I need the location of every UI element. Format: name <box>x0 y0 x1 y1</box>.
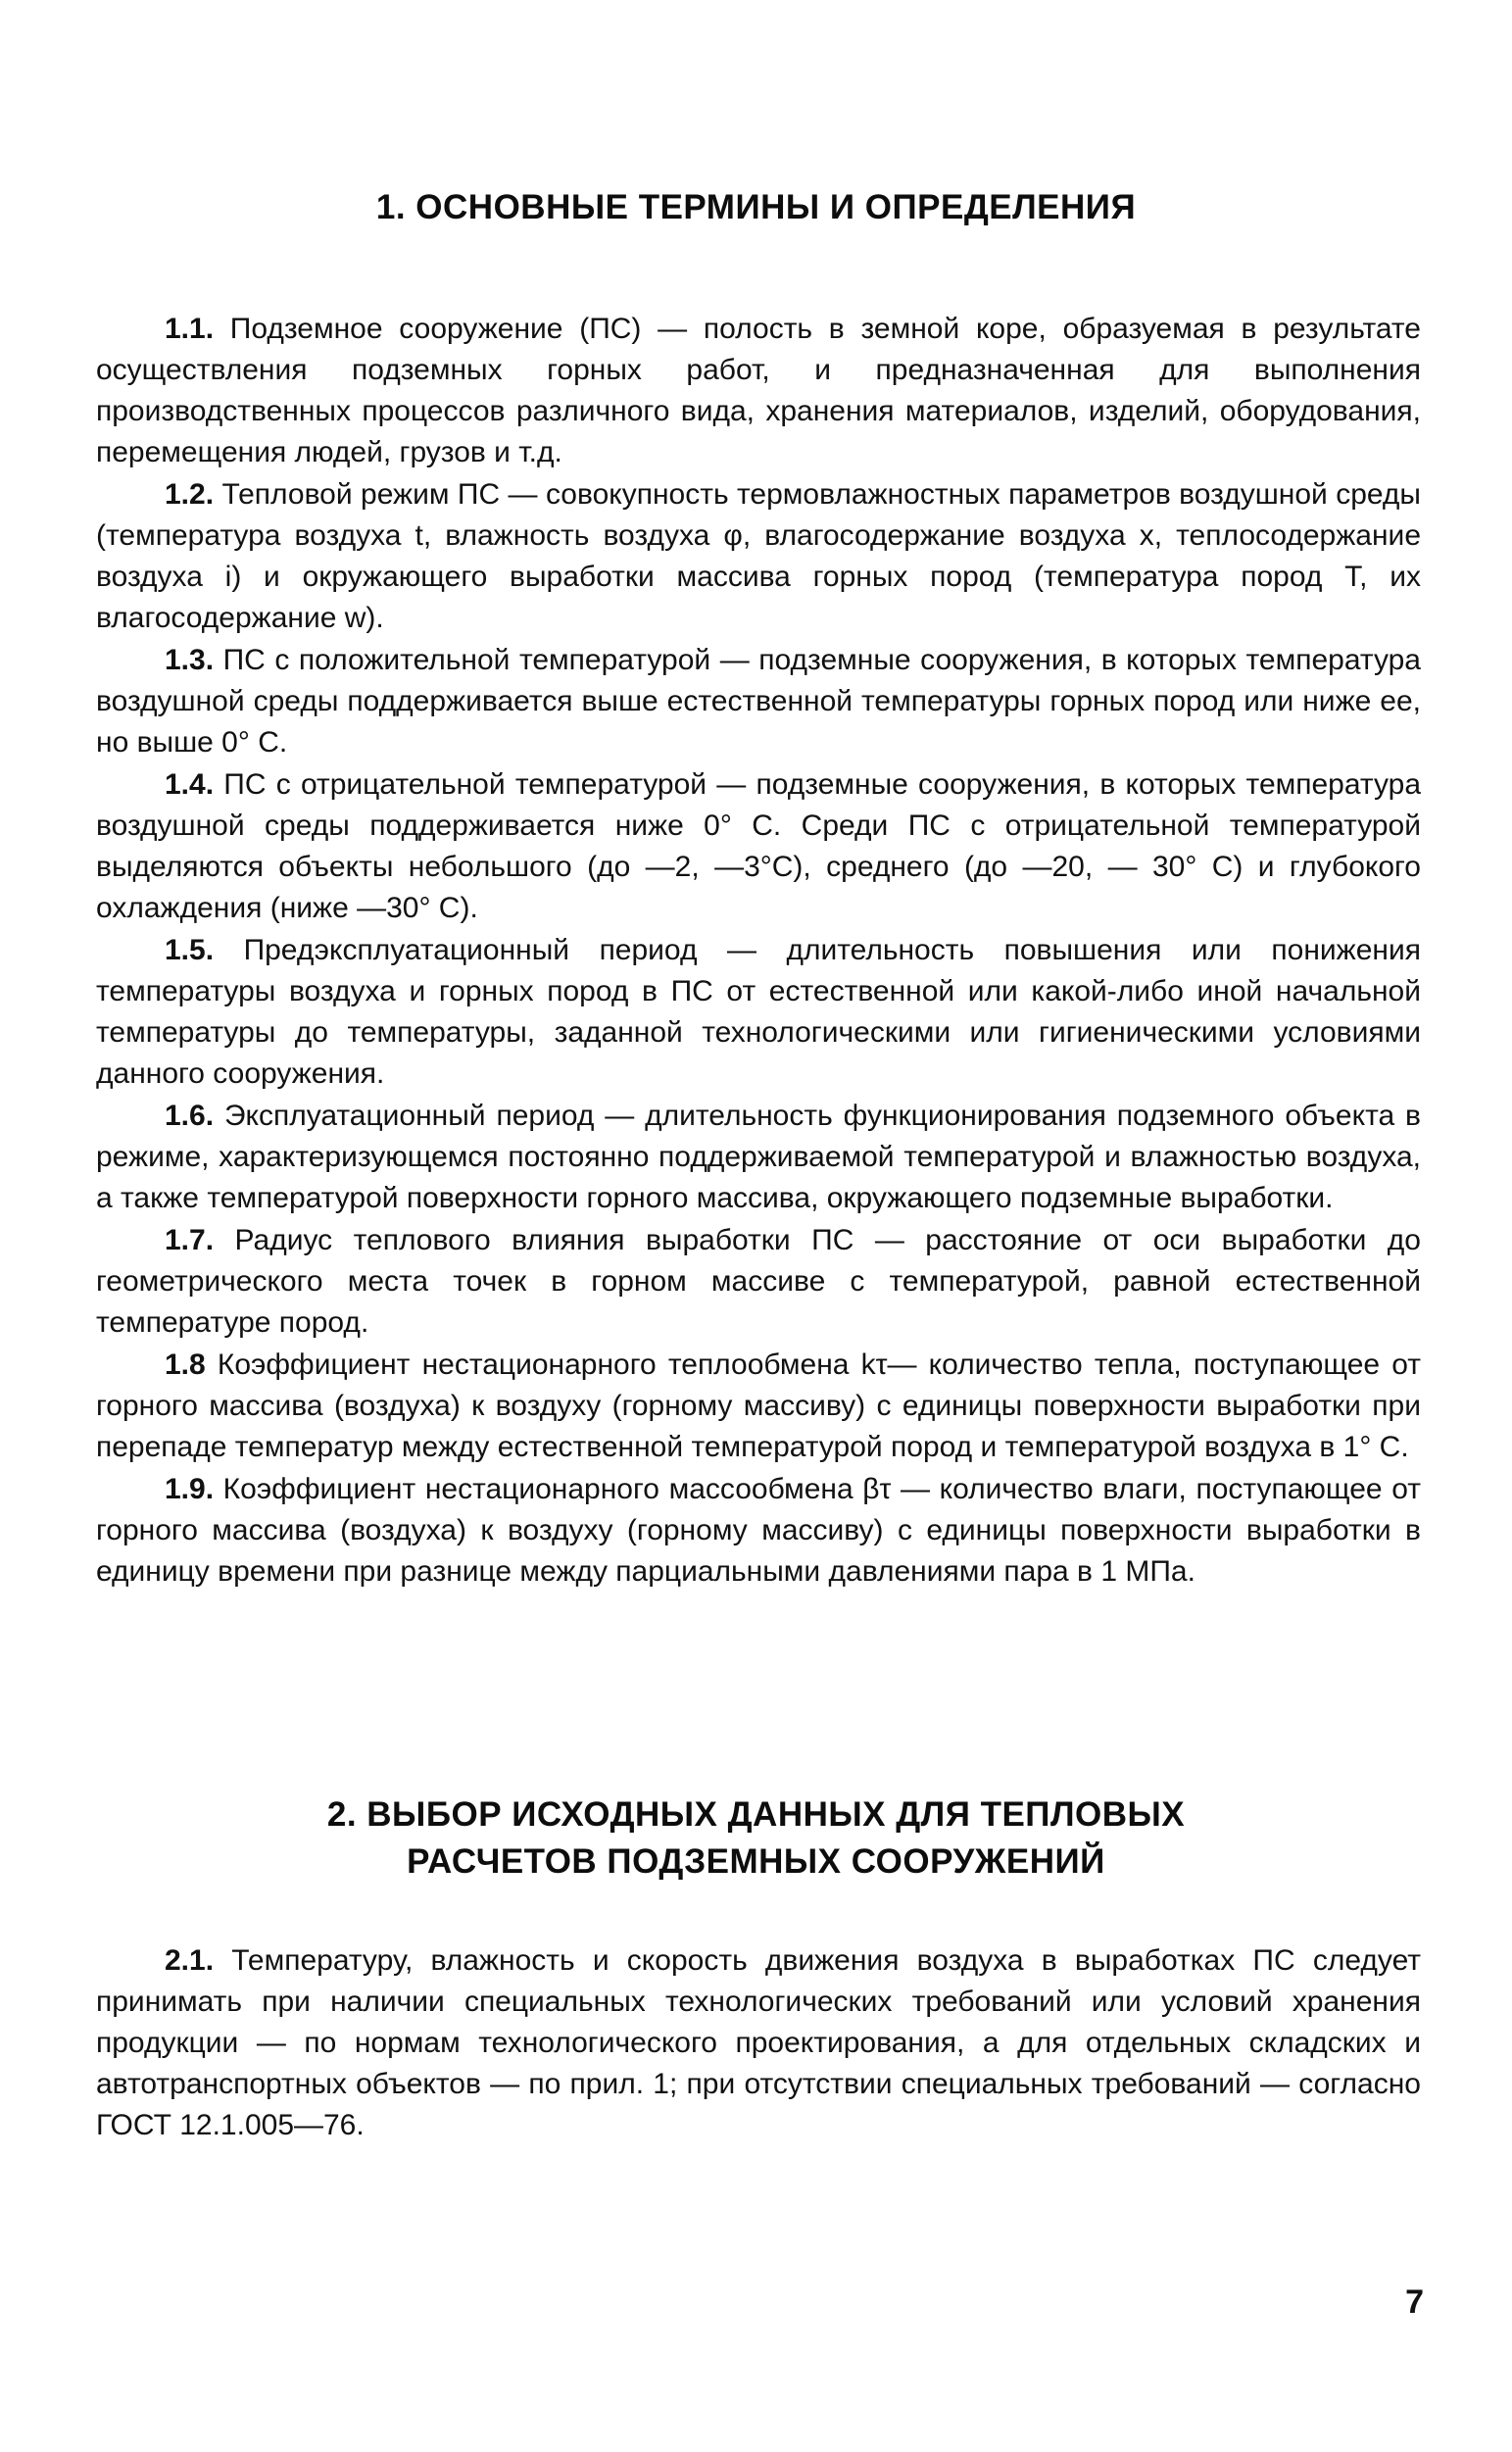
paragraph-text: Температуру, влажность и скорость движения воздуха в выработках ПС следует принимать при наличии специальных технологических требований или условий хранения продукции — по нормам технологического проектирования, а для отдельных складских и автотранспортных объектов — по прил. 1; при отсутствии специальных требований — согласно ГОСТ 12.1.005—76. <box>96 1944 1421 2141</box>
paragraph-text: Предэксплуатационный период — длительность повышения или понижения температуры воздуха и горных пород в ПС от естественной или какой-либо иной начальной температуры до температуры, заданной технологическими или гигиеническими условиями данного сооружения. <box>96 934 1421 1090</box>
paragraph-text: ПС с отрицательной температурой — подземные сооружения, в которых температура воздушной среды поддерживается ниже 0° С. Среди ПС с отрицательной температурой выделяются объекты небольшого (до —2, —3°С), среднего (до —20, — 30° С) и глубокого охлаждения (ниже —30° С). <box>96 768 1421 924</box>
paragraph-number: 1.5. <box>165 934 215 966</box>
paragraph-number: 1.8 <box>165 1349 206 1381</box>
paragraph-text: Эксплуатационный период — длительность функционирования подземного объекта в режиме, характеризующемся постоянно поддерживаемой температурой и влажностью воздуха, а также температурой поверхности горного массива, окружающего подземные выработки. <box>96 1100 1421 1214</box>
paragraph-1-3 <box>96 640 1421 763</box>
paragraph-text: Тепловой режим ПС — совокупность термовлажностных параметров воздушной среды (температура воздуха t, влажность воздуха φ, влагосодержание воздуха x, теплосодержание воздуха i) и окружающего выработки массива горных пород (температура пород T, их влагосодержание w). <box>96 478 1421 634</box>
paragraph-text: Радиус теплового влияния выработки ПС — расстояние от оси выработки до геометрического места точек в горном массиве с температурой, равной естественной температуре пород. <box>96 1224 1421 1339</box>
section-2-heading-line-1: 2. ВЫБОР ИСХОДНЫХ ДАННЫХ ДЛЯ ТЕПЛОВЫХ <box>326 1795 1186 1834</box>
section-1-heading: 1. ОСНОВНЫЕ ТЕРМИНЫ И ОПРЕДЕЛЕНИЯ <box>375 188 1137 226</box>
paragraph-1-4 <box>96 764 1421 929</box>
section-2-heading <box>0 1791 1512 1886</box>
paragraph-number: 1.2. <box>165 478 215 511</box>
paragraph-text: Подземное сооружение (ПС) — полость в земной коре, образуемая в результате осуществления подземных горных работ, и предназначенная для выполнения производственных процессов различного вида, хранения материалов, изделий, оборудования, перемещения людей, грузов и т.д. <box>96 313 1421 468</box>
paragraph-number: 1.1. <box>165 313 215 345</box>
page-number: 7 <box>1405 2283 1424 2321</box>
paragraph-1-5 <box>96 930 1421 1095</box>
paragraph-1-9 <box>96 1469 1421 1593</box>
paragraph-2-1 <box>96 1940 1421 2146</box>
paragraph-number: 1.3. <box>165 644 215 676</box>
paragraph-1-8 <box>96 1345 1421 1468</box>
paragraph-1-1 <box>96 309 1421 473</box>
paragraph-1-2 <box>96 474 1421 639</box>
paragraph-number: 1.6. <box>165 1100 215 1132</box>
paragraph-number: 1.7. <box>165 1224 215 1256</box>
paragraph-text: Коэффициент нестационарного теплообмена kτ— количество тепла, поступающее от горного массива (воздуха) к воздуху (горному массиву) с единицы поверхности выработки при перепаде температур между естественной температурой пород и температурой воздуха в 1° С. <box>96 1349 1421 1463</box>
paragraph-number: 2.1. <box>165 1944 215 1977</box>
paragraph-number: 1.4. <box>165 768 215 801</box>
paragraph-1-7 <box>96 1220 1421 1344</box>
paragraph-text: Коэффициент нестационарного массообмена βτ — количество влаги, поступающее от горного массива (воздуха) к воздуху (горному массиву) с единицы поверхности выработки в единицу времени при разнице между парциальными давлениями пара в 1 МПа. <box>96 1473 1421 1588</box>
paragraph-number: 1.9. <box>165 1473 215 1505</box>
paragraph-text: ПС с положительной температурой — подземные сооружения, в которых температура воздушной среды поддерживается выше естественной температуры горных пород или ниже ее, но выше 0° С. <box>96 644 1421 759</box>
paragraph-1-6 <box>96 1096 1421 1219</box>
section-2-heading-line-2: РАСЧЕТОВ ПОДЗЕМНЫХ СООРУЖЕНИЙ <box>407 1842 1105 1881</box>
section-1-body <box>96 309 1421 1594</box>
section-2-body <box>96 1940 1421 2147</box>
